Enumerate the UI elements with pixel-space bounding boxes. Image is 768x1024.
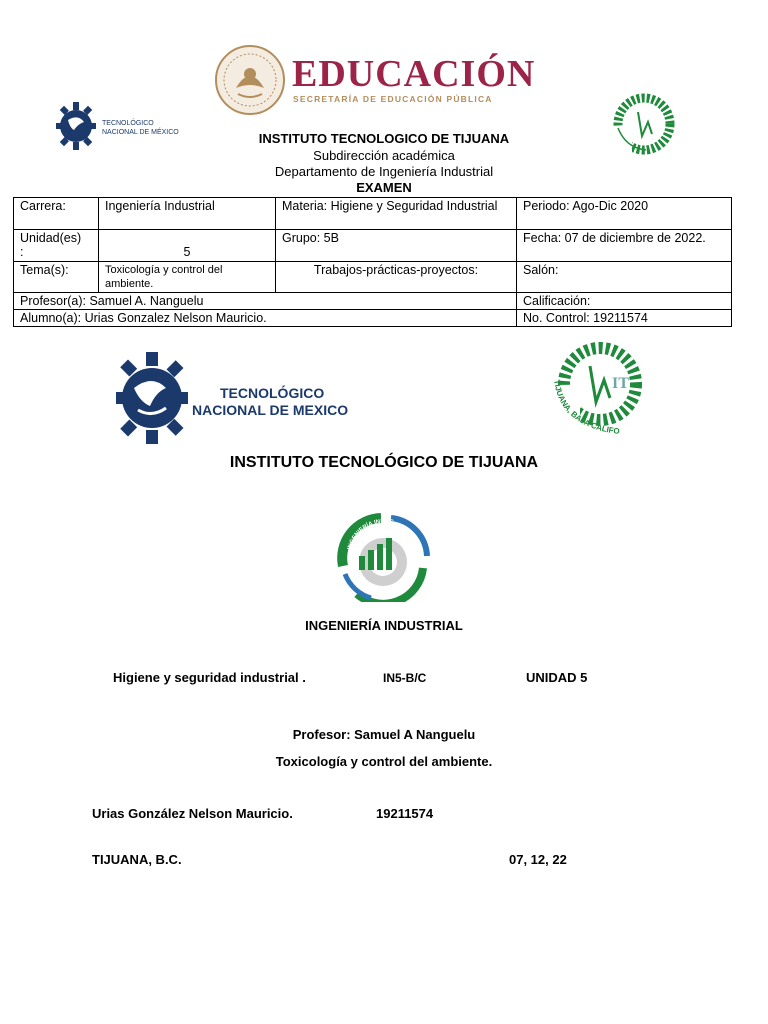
tecnm-logo-large [114, 348, 349, 450]
grupo-cell: Grupo: 5B [276, 230, 517, 262]
tema-value: Toxicología y control del ambiente. [99, 262, 276, 293]
unidad-label-cell [14, 230, 99, 262]
tecnm-small-line2: NACIONAL DE MÉXICO [102, 129, 179, 136]
control-cell: No. Control: 19211574 [517, 310, 732, 327]
cover-profesor: Profesor: Samuel A Nanguelu [292, 727, 476, 742]
ingenieria-industrial-logo [331, 510, 435, 602]
cover-alumno: Urias González Nelson Mauricio. [92, 806, 293, 821]
cover-control: 19211574 [376, 806, 434, 821]
cover-unidad: UNIDAD 5 [526, 670, 588, 685]
cover-fecha: 07, 12, 22 [509, 852, 567, 867]
itt-ring-text: TIJUANA, BAJA CALIFO [551, 378, 621, 436]
materia-cell: Materia: Higiene y Seguridad Industrial [276, 198, 517, 230]
cover-grupo: IN5-B/C [383, 671, 427, 685]
periodo-cell: Periodo: Ago-Dic 2020 [517, 198, 732, 230]
itt-logo-large [540, 342, 652, 442]
sep-title: EDUCACIÓN [292, 53, 536, 95]
tecnm-large-line1: TECNOLÓGICO [220, 385, 325, 401]
carrera-label: Carrera: [14, 198, 99, 230]
unidad-value-cell [99, 230, 276, 262]
salon-cell: Salón: [517, 262, 732, 293]
calificacion-cell: Calificación: [517, 293, 732, 310]
tecnm-large-line2: NACIONAL DE MEXICO [192, 402, 349, 418]
profesor-cell: Profesor(a): Samuel A. Nanguelu [14, 293, 517, 310]
sep-subtitle: SECRETARÍA DE EDUCACIÓN PÚBLICA [293, 94, 493, 104]
header-subdireccion: Subdirección académica [313, 148, 455, 163]
trabajos-cell: Trabajos-prácticas-proyectos: [276, 262, 517, 293]
fecha-cell: Fecha: 07 de diciembre de 2022. [517, 230, 732, 262]
cover-tema: Toxicología y control del ambiente. [275, 754, 493, 769]
sep-seal-logo [214, 44, 286, 116]
cover-carrera: INGENIERÍA INDUSTRIAL [305, 618, 463, 633]
tema-label: Tema(s): [14, 262, 99, 293]
cover-ciudad: TIJUANA, B.C. [92, 852, 182, 867]
unidad-label: Unidad(es) [20, 231, 82, 245]
header-examen: EXAMEN [356, 180, 412, 195]
tecnm-small-line1: TECNOLÓGICO [102, 120, 154, 127]
cover-institute: INSTITUTO TECNOLÓGICO DE TIJUANA [229, 454, 539, 471]
header-institute: INSTITUTO TECNOLOGICO DE TIJUANA [258, 131, 510, 146]
alumno-cell: Alumno(a): Urias Gonzalez Nelson Mauricio. [14, 310, 517, 327]
header-departamento: Departamento de Ingeniería Industrial [274, 164, 494, 179]
ii-ring-text: INGENIERÍA INDUS [347, 518, 394, 551]
carrera-value: Ingeniería Industrial [99, 198, 276, 230]
unidad-value: 5 [183, 245, 191, 259]
itt-letters: IT [612, 375, 629, 392]
exam-info-table [13, 197, 732, 327]
itt-logo-small [612, 92, 676, 156]
cover-materia: Higiene y seguridad industrial . [113, 670, 306, 685]
unidad-colon: : [20, 245, 24, 259]
